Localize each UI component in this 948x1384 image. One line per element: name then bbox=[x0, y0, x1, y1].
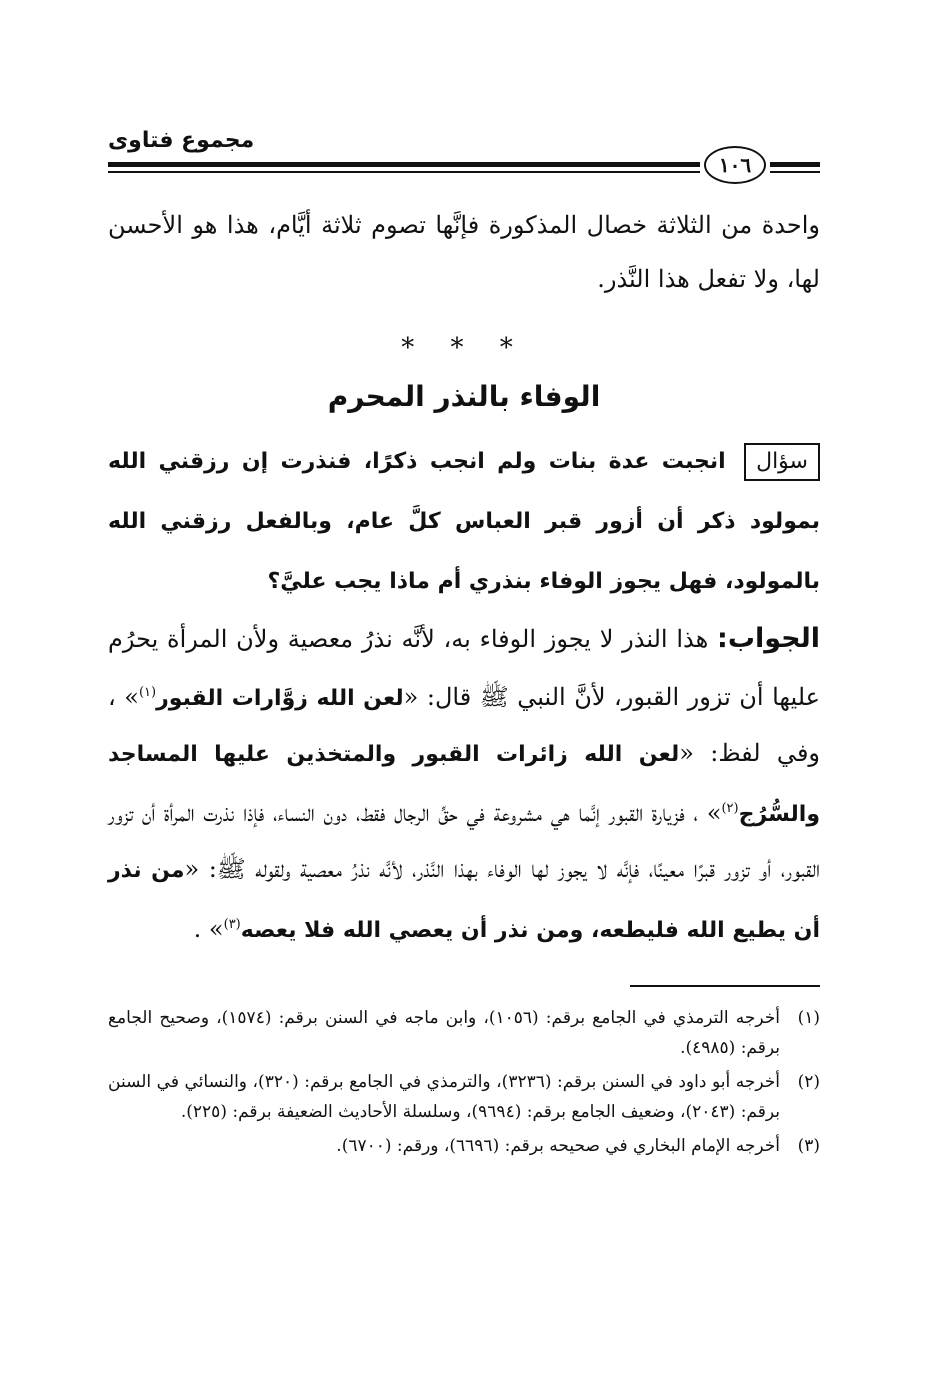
hadith-1: لعن الله زوَّارات القبور bbox=[156, 686, 404, 711]
question-label: سؤال bbox=[744, 443, 820, 481]
footnote-ref-2: (٢) bbox=[721, 801, 739, 816]
hadith-3: من نذر أن يطيع الله فليطعه، ومن نذر أن يعصي الله فلا يعصه bbox=[108, 858, 820, 943]
page-header bbox=[108, 128, 820, 180]
header-rule-thick bbox=[108, 162, 700, 167]
footnote-1 bbox=[108, 1003, 820, 1063]
footnote-number: (١) bbox=[797, 1008, 820, 1028]
header-rule-right-thin bbox=[770, 171, 820, 173]
section-title: الوفاء بالنذر المحرم bbox=[327, 380, 601, 413]
footnote-ref-3: (٣) bbox=[223, 917, 241, 932]
footnote-number: (٣) bbox=[797, 1136, 820, 1156]
header-rule-thin bbox=[108, 171, 700, 173]
footnote-text: أخرجه أبو داود في السنن برقم: (٣٢٣٦)، والترمذي في الجامع برقم: (٣٢٠)، والنسائي في السنن برقم: (٢٠٤٣)، وضعيف الجامع برقم: (٩٦٩٤)، وسلسلة الأحاديث الضعيفة برقم: (٢٢٥). bbox=[108, 1072, 780, 1122]
footnote-ref-1: (١) bbox=[138, 685, 157, 700]
answer-text-1: هذا النذر لا يجوز الوفاء به، لأنَّه نذرُ معصية ولأن المرأة يحرُم عليها أن تزور القبور، لأنَّ النبي ﷺ قال: « bbox=[108, 625, 821, 711]
answer-paragraph bbox=[108, 612, 820, 958]
main-content bbox=[108, 198, 820, 958]
header-rule-right bbox=[770, 162, 820, 167]
answer-text-2: » ، وفي لفظ: « bbox=[108, 683, 820, 767]
footnote-3 bbox=[108, 1131, 820, 1161]
book-title: مجموع فتاوى bbox=[108, 128, 255, 153]
footnote-2 bbox=[108, 1067, 820, 1127]
footnote-divider bbox=[630, 985, 820, 987]
answer-text-4: » . bbox=[193, 915, 224, 943]
section-separator: * * * bbox=[401, 333, 527, 363]
footnote-text: أخرجه الترمذي في الجامع برقم: (١٠٥٦)، وابن ماجه في السنن برقم: (١٥٧٤)، وصحيح الجامع برقم: (٤٩٨٥). bbox=[108, 1008, 781, 1058]
page-number: ١٠٦ bbox=[704, 146, 766, 184]
intro-paragraph: واحدة من الثلاثة خصال المذكورة فإنَّها تصوم ثلاثة أيَّام، هذا هو الأحسن لها، ولا تفعل هذا النَّذر. bbox=[108, 211, 820, 293]
hadith-2: لعن الله زائرات القبور والمتخذين عليها المساجد والسُّرُج bbox=[108, 742, 820, 827]
footnote-number: (٢) bbox=[797, 1072, 820, 1092]
footnote-text: أخرجه الإمام البخاري في صحيحه برقم: (٦٦٩٦)، ورقم: (٦٧٠٠). bbox=[336, 1136, 780, 1156]
question-paragraph bbox=[108, 432, 820, 612]
answer-text-3: » ، فزيارة القبور إنَّما هي مشروعة في حقِّ الرجال فقط، دون النساء، فإذا نذرت المرأة أن تزور القبور، أو تزور قبرًا معينًا، فإنَّه لا يجوز لها الوفاء بهذا النَّذر، لأنَّه نذرُ معصية ولقوله ﷺ: « bbox=[108, 799, 820, 883]
footnotes bbox=[108, 1003, 820, 1165]
question-text: انجبت عدة بنات ولم انجب ذكرًا، فنذرت إن رزقني الله بمولود ذكر أن أزور قبر العباس كلَّ عام، وبالفعل رزقني الله بالمولود، فهل يجوز الوفاء بنذري أم ماذا يجب عليَّ؟ bbox=[108, 449, 820, 594]
answer-label: الجواب: bbox=[717, 623, 820, 654]
